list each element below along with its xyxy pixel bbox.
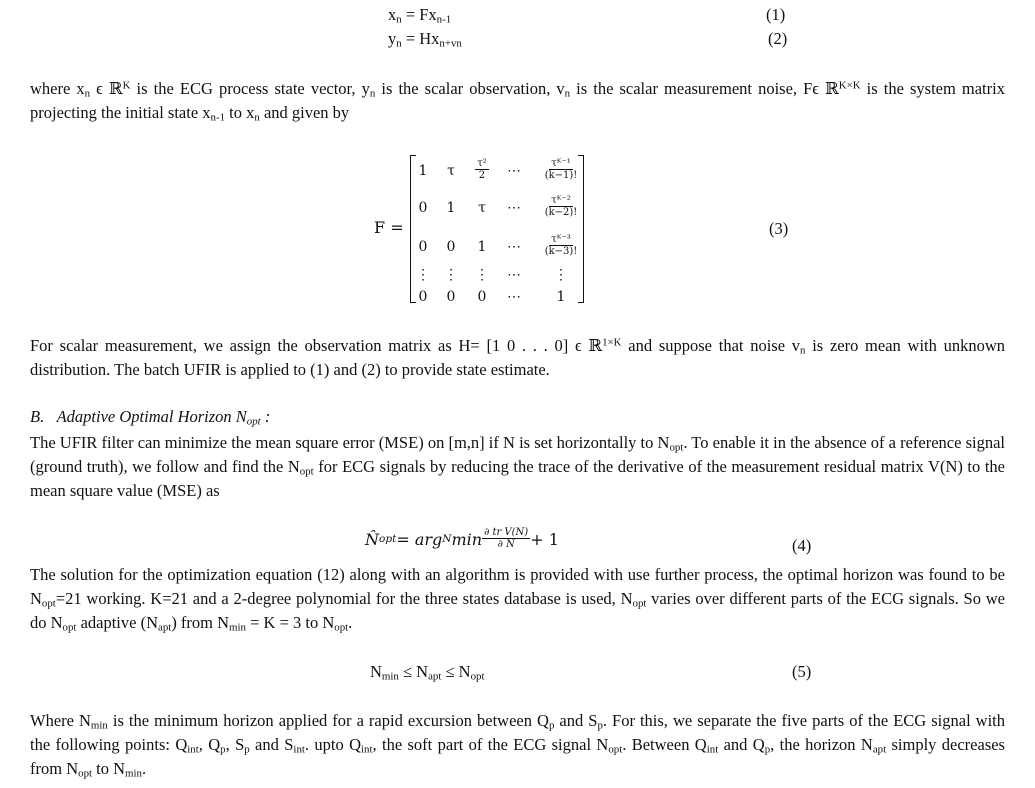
- matrix-cell-3-2: 0: [446, 239, 456, 255]
- matrix-cell-1-1: 1: [418, 163, 428, 179]
- matrix-cell-4-1: ⋮: [416, 267, 430, 283]
- paragraph-state-definitions: where $x_n$ ϵ ℝ$^K$ is the ECG process state vector, $y_n$ is the scalar observation, $v_n$ is the scalar measurement noise, Fϵ ℝ$^{K\times K}$ is the system matrix projecting the initial state $x_{n-1}$ to $x_n$ and given by: [30, 79, 1005, 124]
- derivative-fraction: $\frac{\text{∂ tr V(N)}}{\partial N}$: [484, 527, 529, 550]
- matrix-cell-5-2: 0: [446, 289, 456, 305]
- matrix-cell-1-5: $\frac{\text{τᴷ⁻¹}}{(k-1)!}$: [544, 158, 578, 181]
- matrix-cell-4-3: ⋮: [475, 267, 489, 283]
- matrix-cell-2-5: $\frac{\text{τᴷ⁻²}}{(k-2)!}$: [544, 195, 578, 218]
- matrix-cell-3-1: 0: [418, 239, 428, 255]
- matrix-cell-4-5: ⋮: [554, 267, 568, 283]
- equation-5: $N_{min} \le N_{apt} \le N_{opt}$: [370, 662, 485, 683]
- matrix-cell-2-4: ⋯: [507, 200, 521, 216]
- matrix-cell-3-3: 1: [477, 239, 487, 255]
- matrix-cell-4-2: ⋮: [444, 267, 458, 283]
- section-heading: B. Adaptive Optimal Horizon $N_{opt}$ :: [30, 407, 271, 428]
- matrix-cell-3-5: $\frac{\text{τᴷ⁻³}}{(k-3)!}$: [544, 234, 578, 257]
- matrix-cell-1-2: τ: [447, 163, 455, 179]
- matrix-cell-2-1: 0: [418, 200, 428, 216]
- matrix-cell-5-3: 0: [477, 289, 487, 305]
- equation-2-number: (2): [768, 29, 788, 48]
- matrix-cell-4-4: ⋯: [507, 267, 521, 283]
- paragraph-observation-matrix: For scalar measurement, we assign the observation matrix as H= [1 0 . . . 0] ϵ ℝ$^{1\times K}$ and suppose that noise $v_n$ is zero mean with unknown distribution. The batch UFIR is applied to (1) and (2) to provide state estimate.: [30, 336, 1006, 379]
- matrix-cell-5-1: 0: [418, 289, 428, 305]
- paragraph-ufir-mse: The UFIR filter can minimize the mean square error (MSE) on [m,n] if N is set horizontally to $N_{opt}$. To enable it in the absence of a reference signal (ground truth), we follow and find the $N_{opt}$ for ECG signals by reducing the trace of the derivative of the measurement residual matrix V(N) to the mean square value (MSE) as: [30, 433, 1005, 500]
- equation-1: $x_n = Fx_{n-1}$: [388, 5, 452, 26]
- matrix-cell-1-3: $\frac{\text{τ²}}{2}$: [477, 158, 487, 181]
- equation-4: N̂ opt = arg N min $\frac{\text{∂ tr V(N)}}{\partial N}$ + 1: [365, 527, 559, 550]
- paragraph-horizon-segments: Where $N_{min}$ is the minimum horizon applied for a rapid excursion between $Q_p$ and $S_p$. For this, we separate the five parts of the ECG signal with the following points: $Q_{int}$, $Q_p$, $S_p$ and $S_{int}$. upto $Q_{int}$, the soft part of the ECG signal $N_{opt}$. Between $Q_{int}$ and $Q_p$, the horizon $N_{apt}$ simply decreases from $N_{opt}$ to $N_{min}$.: [30, 711, 1006, 780]
- matrix-cell-2-2: 1: [446, 200, 456, 216]
- matrix-cell-2-3: τ: [478, 200, 486, 216]
- matrix-cell-3-4: ⋯: [507, 239, 521, 255]
- matrix-cell-5-5: 1: [556, 289, 566, 305]
- equation-3-number: (3): [769, 219, 789, 238]
- equation-5-number: (5): [792, 662, 812, 681]
- matrix-cell-5-4: ⋯: [507, 289, 521, 305]
- equation-1-number: (1): [766, 5, 786, 24]
- equation-2: $y_n = Hx_{n+vn}$: [388, 29, 462, 50]
- paragraph-optimization-solution: The solution for the optimization equation (12) along with an algorithm is provided with use further process, the optimal horizon was found to be $N_{opt}=21$ working. K=21 and a 2-degree polynomial for the three states database is used, $N_{opt}$ varies over different parts of the ECG signals. So we do $N_{opt}$ adaptive $(N_{apt})$ from $N_{min} = K = 3$ to $N_{opt}$.: [30, 565, 1005, 634]
- matrix-cell-1-4: ⋯: [507, 163, 521, 179]
- equation-4-number: (4): [792, 536, 812, 555]
- matrix-label: F =: [374, 218, 404, 237]
